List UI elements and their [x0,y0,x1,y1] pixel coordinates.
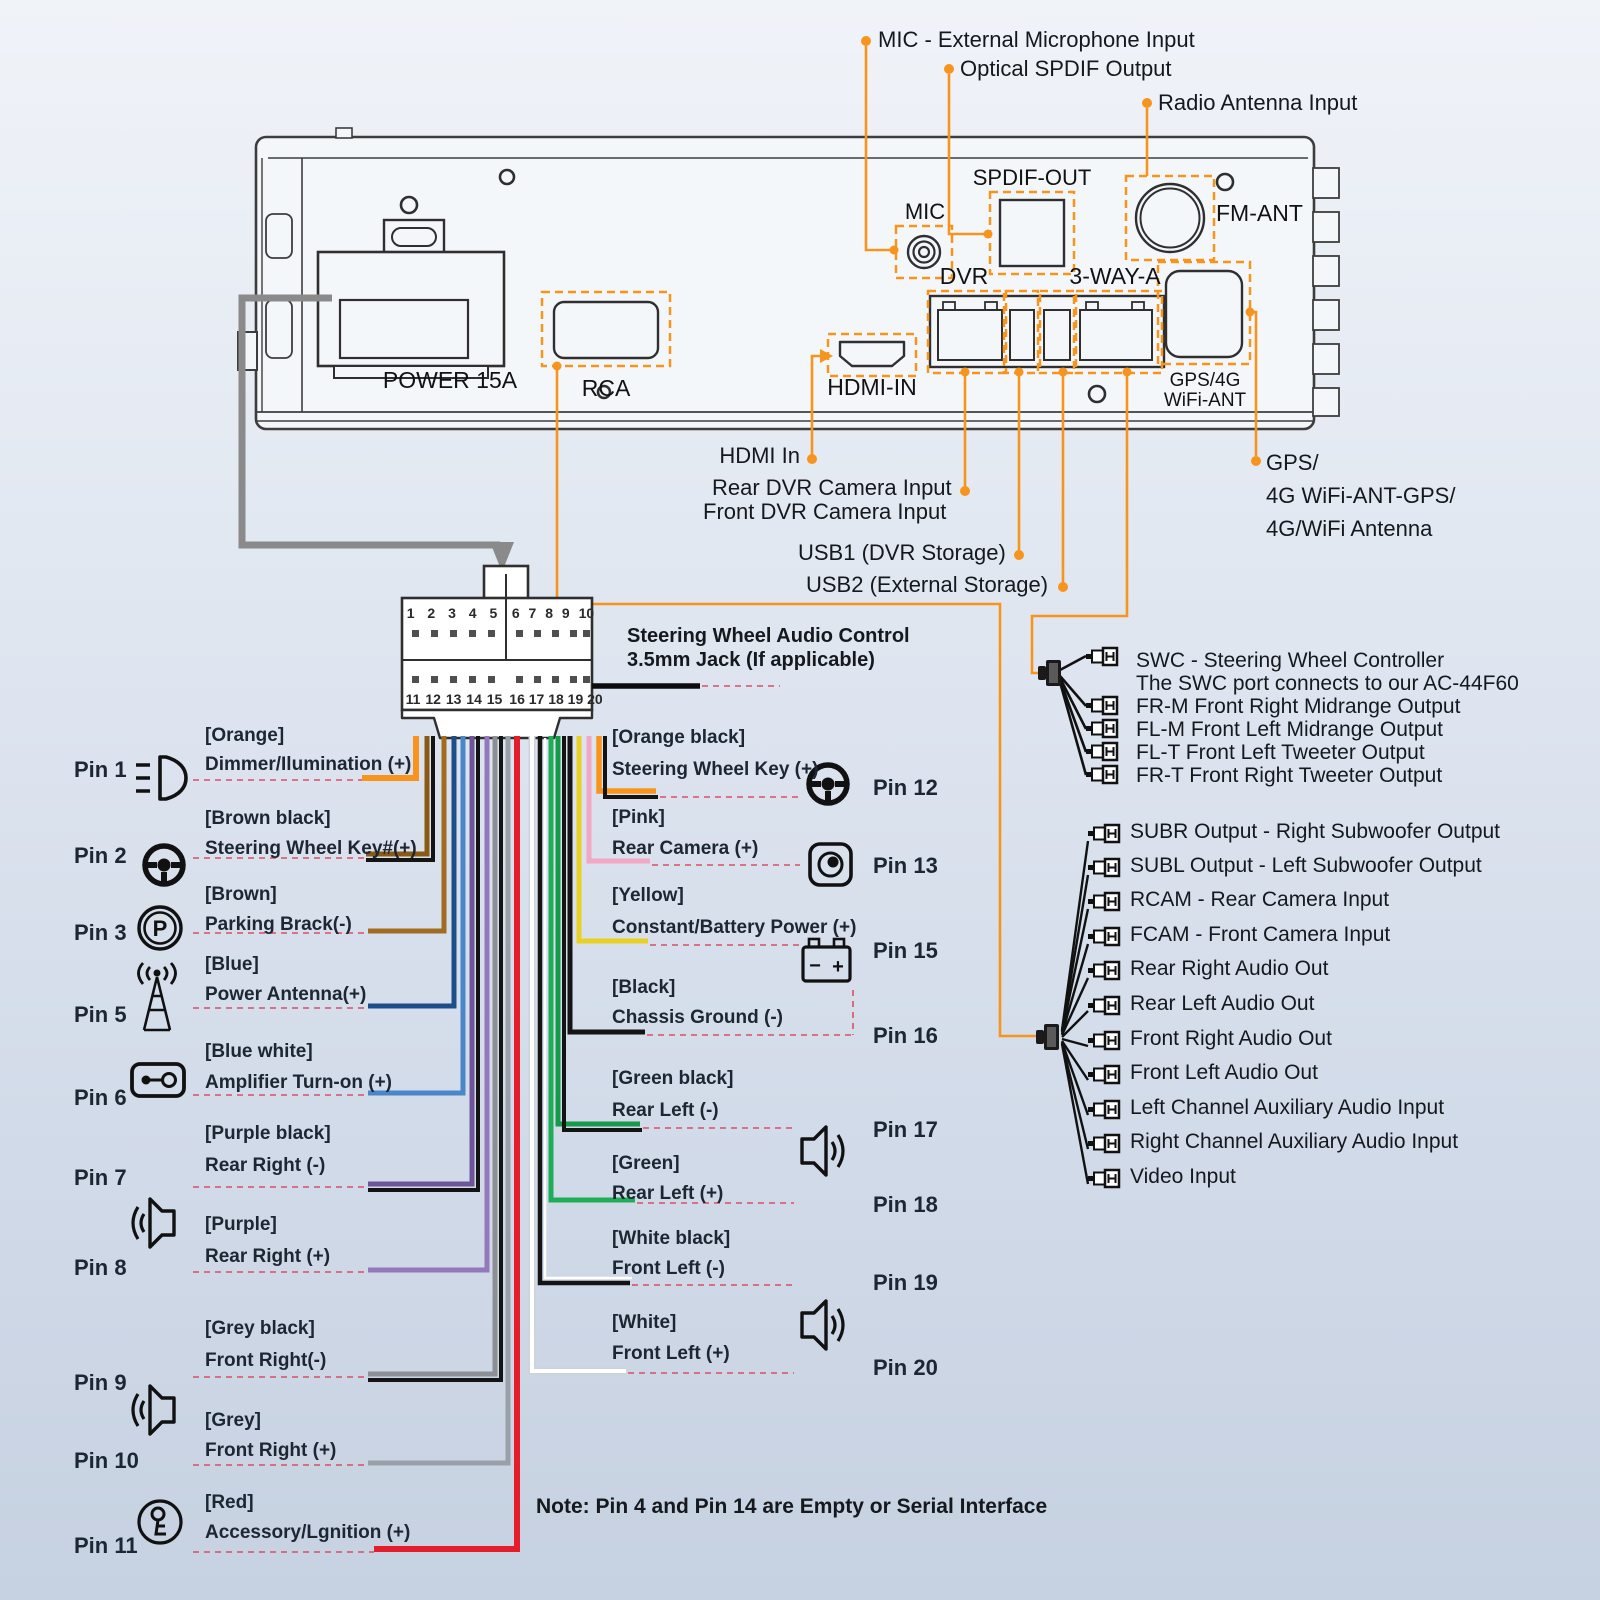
pin5-func: Power Antenna(+) [205,984,367,1005]
pin7-func: Rear Right (-) [205,1155,326,1176]
wire-pin6-bluewhite [368,736,463,1093]
gps-port-label-1: GPS/4G [1169,370,1241,391]
pin2-color: [Brown black] [205,808,331,829]
swc-output-2: FR-M Front Right Midrange Output [1136,695,1461,718]
pin20-label: Pin 20 [873,1355,938,1380]
parking-brake-icon [139,907,181,949]
rca-output-0: SUBR Output - Right Subwoofer Output [1130,820,1501,843]
pin1-color: [Orange] [205,725,285,746]
pin18-color: [Green] [612,1153,680,1174]
dvr-label: DVR [939,263,989,289]
pin8-color: [Purple] [205,1214,277,1235]
pin6-color: [Blue white] [205,1041,313,1062]
pin9-color: [Grey black] [205,1318,315,1339]
pin1-label: Pin 1 [74,757,127,782]
pin1-func: Dimmer/Ilumination (+) [205,754,412,775]
pin5-label: Pin 5 [74,1002,127,1027]
pin15-color: [Yellow] [612,885,684,906]
rca-output-3: FCAM - Front Camera Input [1130,923,1391,946]
speaker-icon [802,1127,843,1175]
speaker-icon [133,1199,174,1247]
pin7-label: Pin 7 [74,1165,127,1190]
rca-output-10: Video Input [1130,1165,1236,1188]
pin13-color: [Pink] [612,807,665,828]
swc-output-4: FL-T Front Left Tweeter Output [1136,741,1425,764]
swc-output-3: FL-M Front Left Midrange Output [1136,718,1443,741]
spdif-label: SPDIF-OUT [972,165,1092,190]
pin16-color: [Black] [612,977,676,998]
pin9-func: Front Right(-) [205,1350,327,1371]
pin11-color: [Red] [205,1492,254,1513]
swc-jack-label-2: 3.5mm Jack (If applicable) [627,649,875,671]
gps-annotation-3: 4G/WiFi Antenna [1266,516,1433,541]
ignition-key-icon [139,1501,181,1543]
pin-numbers-6-10: 6 7 8 9 10 [511,605,595,621]
pin8-label: Pin 8 [74,1255,127,1280]
front-dvr-annotation: Front DVR Camera Input [703,499,947,524]
pin17-label: Pin 17 [873,1117,938,1142]
gps-port-label-2: WiFi-ANT [1163,390,1247,411]
pin6-func: Amplifier Turn-on (+) [205,1072,392,1093]
gps-annotation-2: 4G WiFi-ANT-GPS/ [1266,483,1456,508]
pin18-func: Rear Left (+) [612,1183,724,1204]
pin-numbers-1-5: 1 2 3 4 5 [406,605,498,621]
pin6-label: Pin 6 [74,1085,127,1110]
heatsink-fins [1313,168,1339,416]
gps-annotation-1: GPS/ [1266,450,1319,475]
dvr-3way-connectors [928,291,1164,373]
pin10-label: Pin 10 [74,1448,139,1473]
pin2-label: Pin 2 [74,843,127,868]
3way-label: 3-WAY-A [1069,263,1161,289]
svg-text:P: P [152,916,168,941]
antenna-icon [139,963,176,1030]
pin-numbers-11-15: 11 12 13 14 15 [405,691,503,707]
amplifier-icon [132,1064,184,1096]
empty-pins-note: Note: Pin 4 and Pin 14 are Empty or Serial Interface [536,1495,1048,1518]
20-pin-connector [402,566,592,738]
pin12-func: Steering Wheel Key (+) [612,759,819,780]
rca-output-8: Left Channel Auxiliary Audio Input [1130,1096,1445,1119]
pin17-color: [Green black] [612,1068,734,1089]
pin13-func: Rear Camera (+) [612,838,759,859]
rca-output-7: Front Left Audio Out [1130,1061,1318,1084]
pin-numbers-16-20: 16 17 18 19 20 [509,691,603,707]
usb1-annotation: USB1 (DVR Storage) [798,540,1006,565]
pin12-label: Pin 12 [873,775,938,800]
pin17-func: Rear Left (-) [612,1100,719,1121]
rca-output-5: Rear Left Audio Out [1130,992,1315,1015]
spdif-port [990,192,1074,274]
camera-icon [810,844,851,885]
hdmi-label: HDMI-IN [827,374,917,400]
pin8-func: Rear Right (+) [205,1246,331,1267]
mic-label: MIC [904,199,946,224]
swc-output-5: FR-T Front Right Tweeter Output [1136,764,1443,787]
rear-dvr-annotation: Rear DVR Camera Input [712,475,952,500]
pin3-color: [Brown] [205,884,277,905]
pin10-color: [Grey] [205,1410,261,1431]
rca-output-9: Right Channel Auxiliary Audio Input [1130,1130,1459,1153]
pin5-color: [Blue] [205,954,259,975]
swc-output-0: SWC - Steering Wheel Controller [1136,649,1445,672]
rca-port [542,292,670,366]
pin19-label: Pin 19 [873,1270,938,1295]
headlight-icon [136,757,186,799]
pin19-color: [White black] [612,1228,731,1249]
pin12-color: [Orange black] [612,727,746,748]
pin7-color: [Purple black] [205,1123,331,1144]
pin10-func: Front Right (+) [205,1440,337,1461]
spdif-annotation: Optical SPDIF Output [960,56,1172,81]
mic-annotation: MIC - External Microphone Input [878,27,1195,52]
power-label: POWER 15A [382,367,518,393]
speaker-icon [133,1386,174,1434]
swc-output-1: The SWC port connects to our AC-44F60 [1136,672,1519,695]
pin19-func: Front Left (-) [612,1258,725,1279]
pin11-func: Accessory/Lgnition (+) [205,1522,411,1543]
swc-jack-label-1: Steering Wheel Audio Control [627,625,910,647]
battery-icon [803,939,850,981]
rca-output-4: Rear Right Audio Out [1130,957,1329,980]
pin18-label: Pin 18 [873,1192,938,1217]
rca-output-1: SUBL Output - Left Subwoofer Output [1130,854,1482,877]
usb2-annotation: USB2 (External Storage) [806,572,1049,597]
rca-output-2: RCAM - Rear Camera Input [1130,888,1390,911]
radio-annotation: Radio Antenna Input [1158,90,1358,115]
pin9-label: Pin 9 [74,1370,127,1395]
rca-output-6: Front Right Audio Out [1130,1027,1332,1050]
svg-text:−: − [809,955,821,977]
swc-bundle [1038,648,1117,783]
pin2-func: Steering Wheel Key#(+) [205,838,417,859]
fm-ant-label: FM-ANT [1216,200,1303,226]
rca-label: RCA [581,375,631,401]
speaker-icon [802,1301,843,1349]
pin15-func: Constant/Battery Power (+) [612,917,857,938]
rca-output-bundle [1036,825,1119,1187]
pin13-label: Pin 13 [873,853,938,878]
pin16-label: Pin 16 [873,1023,938,1048]
steering-wheel-icon [145,846,183,884]
hdmi-in-annotation: HDMI In [719,443,800,468]
pin3-label: Pin 3 [74,920,127,945]
pin3-func: Parking Brack(-) [205,914,352,935]
pin20-color: [White] [612,1312,677,1333]
svg-text:+: + [832,956,844,978]
pin11-label: Pin 11 [74,1533,138,1558]
pin20-func: Front Left (+) [612,1343,730,1364]
pin16-func: Chassis Ground (-) [612,1007,784,1028]
pin15-label: Pin 15 [873,938,938,963]
